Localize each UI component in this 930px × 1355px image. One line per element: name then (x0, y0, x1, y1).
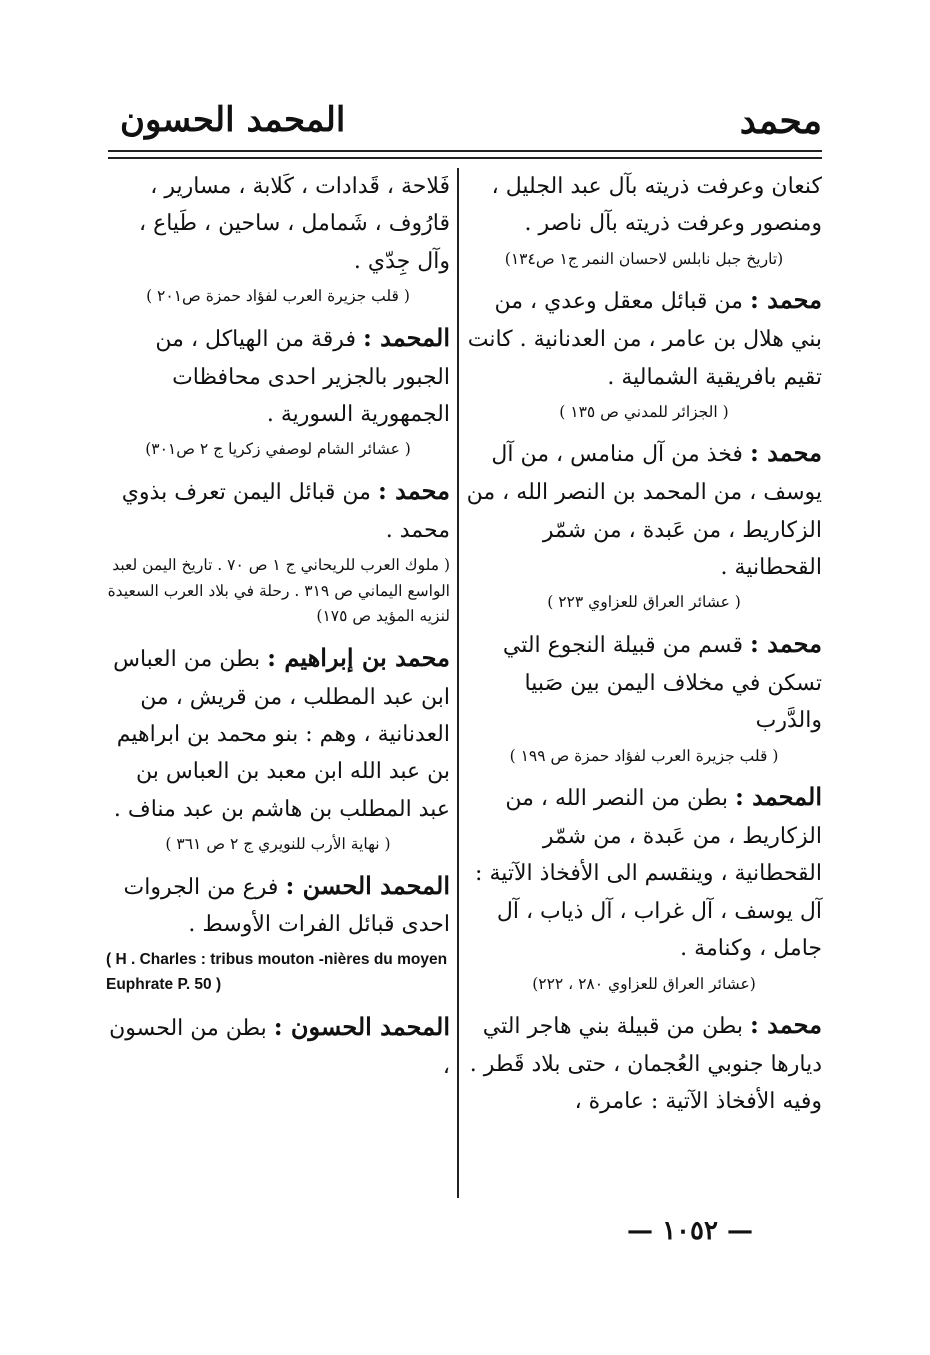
entry-body: فرقة من الهياكل ، من الجبور بالجزير احدى محافظات الجمهورية السورية . (155, 326, 450, 427)
citation: ( عشائر الشام لوصفي زكريا ج ٢ ص٣٠١) (145, 440, 411, 459)
citation: ( نهاية الأرب للنويري ج ٢ ص ٣٦١ ) (165, 835, 391, 854)
citation: ( قلب جزيرة العرب لفؤاد حمزة ص ١٩٩ ) (509, 746, 779, 765)
entry-headword: محمد : (749, 629, 822, 659)
entry-headword: المحمد الحسن : (285, 870, 450, 900)
entry-headword: محمد : (377, 475, 450, 505)
right-column (466, 168, 822, 1125)
entry-muhammad-yemen (106, 471, 450, 549)
citation: (تاريخ جبل نابلس لاحسان النمر ج١ ص١٣٤) (504, 249, 784, 268)
continued-entry: كنعان وعرفت ذريته بآل عبد الجليل ، ومنصور وعرفت ذريته بآل ناصر . (491, 174, 822, 237)
entry-muhammad-nuju (466, 624, 822, 740)
entry-headword: محمد : (749, 1010, 822, 1040)
column-divider (457, 168, 459, 1198)
entry-body: بطن من الحسون ، (109, 1016, 450, 1080)
page-number: — ١٠٥٢ — (627, 1216, 753, 1246)
latin-citation: ( H . Charles : tribus mouton -nières du moyen Euphrate P. 50 ) (106, 950, 448, 993)
continued-entry: فَلاحة ، قَدادات ، كَلابة ، مسارير ، قارُوف ، شَمامل ، ساحين ، طَياع ، وآل جِدّي . (138, 174, 450, 274)
running-header-right: محمد (739, 100, 822, 142)
left-column (106, 168, 450, 1090)
entry-headword: محمد : (749, 285, 822, 315)
entry-muhammad-ibn-ibrahim (106, 638, 450, 828)
citation: (عشائر العراق للعزاوي ٢٨٠ ، ٢٢٢) (532, 974, 756, 993)
entry-headword: المحمد : (362, 322, 450, 352)
entry-muhammad-manamis (466, 433, 822, 586)
entry-body: بطن من العباس ابن عبد المطلب ، من قريش ، من العدنانية ، وهم : بنو محمد بن ابراهيم بن عبد الله ابن معبد بن العباس بن عبد المطلب بن هاشم بن عبد مناف . (113, 646, 450, 822)
entry-headword: محمد بن إبراهيم : (267, 642, 450, 672)
entry-muhammad-bani-hajir (466, 1005, 822, 1121)
entry-al-muhammad-al-hasan (106, 866, 450, 944)
entry-muhammad-maqil (466, 280, 822, 396)
entry-body: من قبائل اليمن تعرف بذوي محمد . (121, 479, 450, 543)
entry-body: فخذ من آل منامس ، من آل يوسف ، من المحمد بن النصر الله ، من الزكاريط ، من عَبدة ، من شمّر القحطانية . (466, 442, 822, 581)
citation: ( ملوك العرب للريحاني ج ١ ص ٧٠ . تاريخ اليمن لعبد الواسع اليماني ص ٣١٩ . رحلة في بلاد العرب السعيدة لنزيه المؤيد ص ١٧٥) (107, 556, 450, 626)
entry-body: بطن من قبيلة بني هاجر التي ديارها جنوبي العُجمان ، حتى بلاد قَطر . وفيه الأفخاذ الآتية : عامرة ، (469, 1014, 822, 1115)
citation: ( الجزائر للمدني ص ١٣٥ ) (559, 402, 729, 421)
entry-al-muhammad-al-hassun (106, 1007, 450, 1085)
entry-al-muhammad-hayakil (106, 318, 450, 434)
entry-headword: محمد : (749, 438, 822, 468)
header-rule-bottom (108, 157, 822, 159)
citation: ( قلب جزيرة العرب لفؤاد حمزة ص٢٠١ ) (146, 287, 410, 306)
entry-body: بطن من النصر الله ، من الزكاريط ، من عَبدة ، من شمّر القحطانية ، وينقسم الى الأفخاذ الآتية : آل يوسف ، آل غراب ، آل ذياب ، آل جامل ، وكنامة . (475, 786, 822, 962)
entry-body: من قبائل معقل وعدي ، من بني هلال بن عامر ، من العدنانية . كانت تقيم بافريقية الشمالية . (467, 289, 822, 390)
entry-body: قسم من قبيلة النجوع التي تسكن في مخلاف اليمن بين صَبيا والدَّرب (502, 633, 822, 734)
entry-al-muhammad-nasrallah (466, 777, 822, 967)
citation: ( عشائر العراق للعزاوي ٢٢٣ ) (547, 593, 741, 612)
running-header-left: المحمد الحسون (120, 100, 346, 140)
entry-headword: المحمد : (734, 782, 822, 812)
header-rule-top (108, 150, 822, 152)
entry-body: فرع من الجروات احدى قبائل الفرات الأوسط . (123, 874, 450, 938)
entry-headword: المحمد الحسون : (273, 1012, 450, 1042)
